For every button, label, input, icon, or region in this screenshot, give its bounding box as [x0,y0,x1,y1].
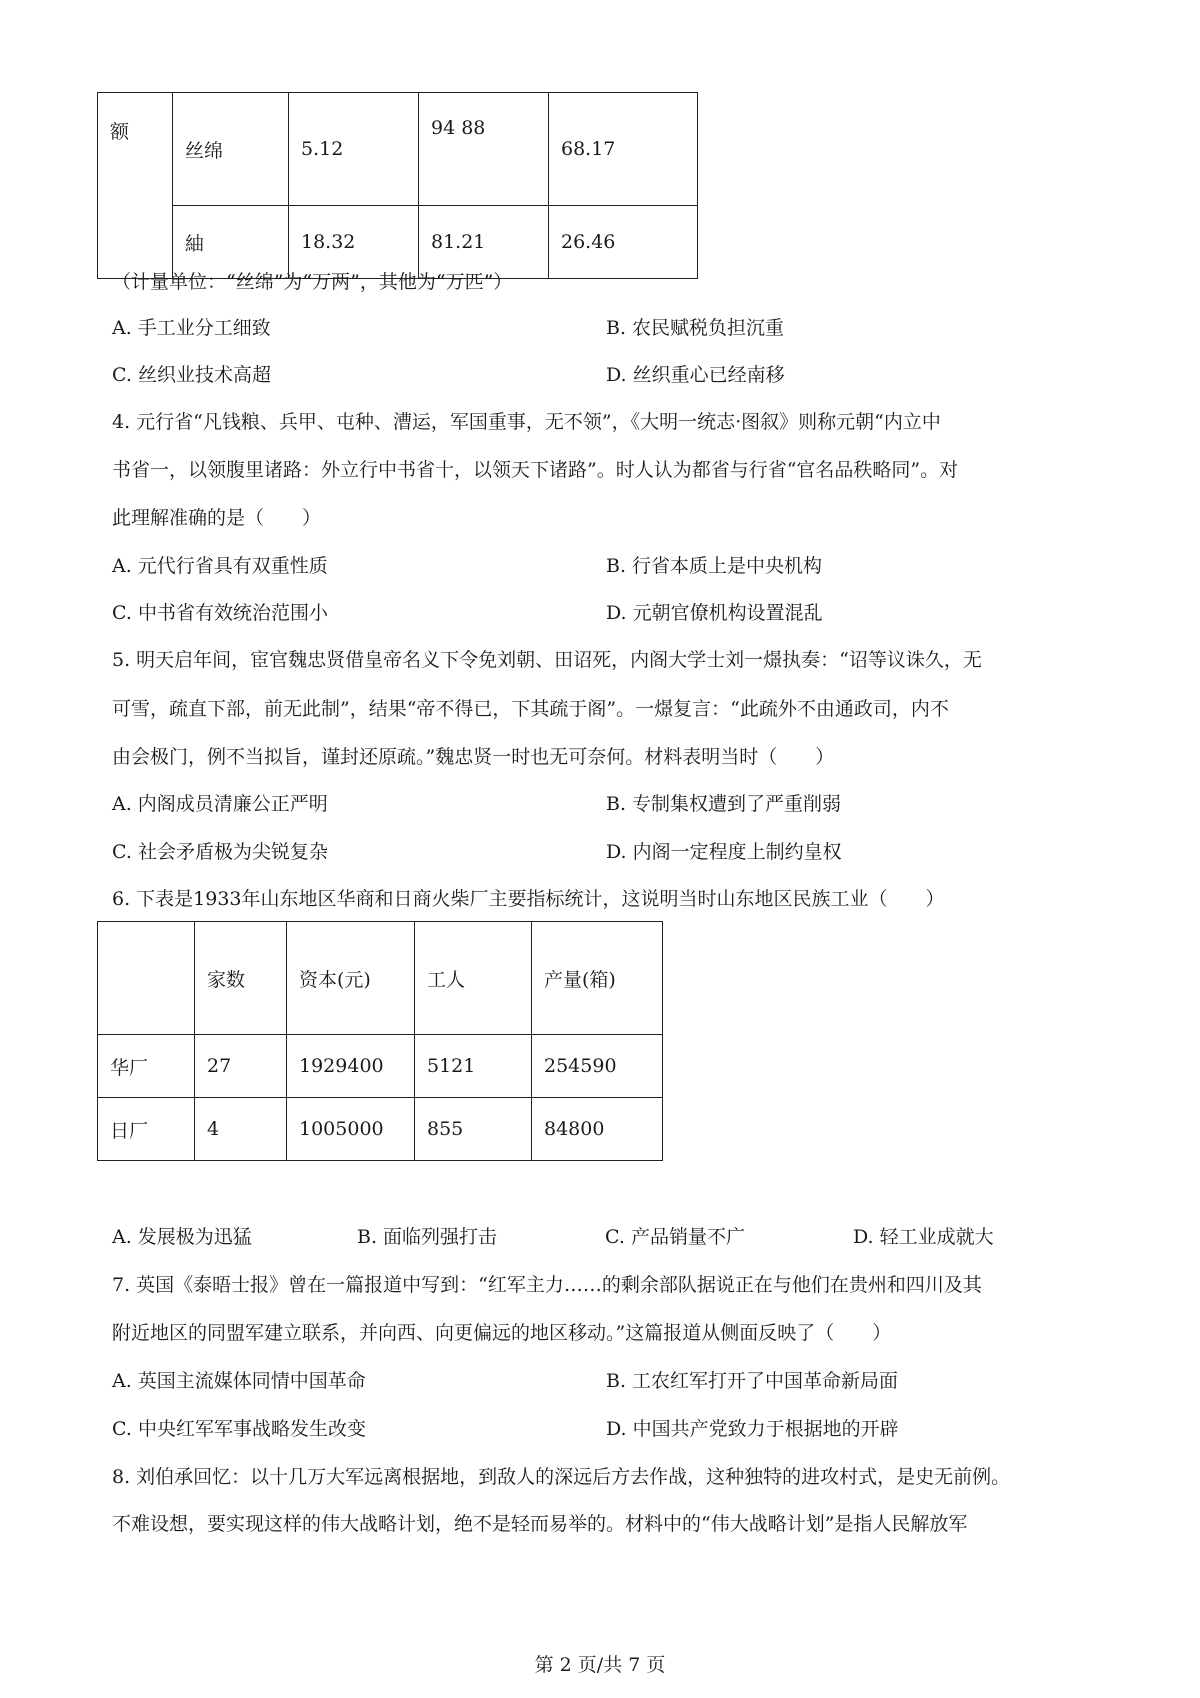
q5-option-c: C. 社会矛盾极为尖锐复杂 [112,841,328,863]
table-cell: 5121 [415,1035,532,1098]
q6-option-a: A. 发展极为迅猛 [112,1226,252,1248]
q6-option-d: D. 轻工业成就大 [853,1226,994,1248]
q7-option-b: B. 工农红军打开了中国革命新局面 [606,1370,899,1392]
q5-option-d: D. 内阁一定程度上制约皇权 [606,841,842,863]
table-cell: 254590 [532,1035,663,1098]
table-cell: 68.17 [549,93,698,206]
table-row [98,206,698,279]
q7-stem-line-2: 附近地区的同盟军建立联系，并向西、向更偏远的地区移动。”这篇报道从侧面反映了（ ） [112,1322,892,1344]
q5-stem-line-2: 可雪，疏直下部，前无此制”，结果“帝不得已，下其疏于阁”。一燝复言：“此疏外不由通政司，内不 [112,698,949,720]
q4-option-c: C. 中书省有效统治范围小 [112,602,328,624]
row-group-label: 额 [98,93,173,279]
q4-option-a: A. 元代行省具有双重性质 [112,555,328,577]
q3-option-d: D. 丝织重心已经南移 [606,364,785,386]
table-row [98,93,698,206]
match-factory-table [97,921,663,1161]
q4-stem-line-2: 书省一，以领腹里诸路：外立行中书省十，以领天下诸路”。时人认为都省与行省“官名品秩略同”。对 [112,459,959,481]
q5-option-b: B. 专制集权遭到了严重削弱 [606,793,842,815]
page-footer: 第 2 页/共 7 页 [534,1654,666,1676]
table-cell: 1929400 [287,1035,415,1098]
q5-stem-line-3: 由会极门，例不当拟旨，谨封还原疏。”魏忠贤一时也无可奈何。材料表明当时（ ） [112,746,835,768]
q6-option-b: B. 面临列强打击 [357,1226,498,1248]
table-cell: 1005000 [287,1098,415,1161]
table-cell: 26.46 [549,206,698,279]
table-cell: 5.12 [289,93,419,206]
q7-option-a: A. 英国主流媒体同情中国革命 [112,1370,366,1392]
q4-option-b: B. 行省本质上是中央机构 [606,555,823,577]
table-cell: 日厂 [98,1098,195,1161]
table-row [98,1035,663,1098]
table-cell: 4 [195,1098,287,1161]
q3-option-b: B. 农民赋税负担沉重 [606,317,785,339]
table-cell: 紬 [173,206,289,279]
q8-stem-line-2: 不难设想，要实现这样的伟大战略计划，绝不是轻而易举的。材料中的“伟大战略计划”是指人民解放军 [112,1513,968,1535]
table-cell: 855 [415,1098,532,1161]
q4-stem-line-1: 4. 元行省“凡钱粮、兵甲、屯种、漕运，军国重事，无不领”，《大明一统志·图叙》则称元朝“内立中 [112,411,941,433]
table-cell: 丝绵 [173,93,289,206]
q7-option-d: D. 中国共产党致力于根据地的开辟 [606,1418,899,1440]
table-cell: 81.21 [419,206,549,279]
table-header-cell [98,922,195,1035]
table-cell: 27 [195,1035,287,1098]
silk-table [97,92,698,279]
table-row [98,1098,663,1161]
table-cell: 84800 [532,1098,663,1161]
q3-option-a: A. 手工业分工细致 [112,317,271,339]
q6-option-c: C. 产品销量不广 [605,1226,745,1248]
unit-note: （计量单位：“丝绵”为“万两”，其他为“万匹”） [112,271,513,293]
table-cell: 18.32 [289,206,419,279]
q5-stem-line-1: 5. 明天启年间，宦官魏忠贤借皇帝名义下令免刘朝、田诏死，内阁大学士刘一燝执奏：“诏等议诛久，无 [112,649,982,671]
q5-option-a: A. 内阁成员清廉公正严明 [112,793,328,815]
q8-stem-line-1: 8. 刘伯承回忆：以十几万大军远离根据地，到敌人的深远后方去作战，这种独特的进攻村式，是史无前例。 [112,1466,1011,1488]
q6-stem: 6. 下表是1933年山东地区华商和日商火柴厂主要指标统计，这说明当时山东地区民族工业（ ） [112,888,945,910]
q7-stem-line-1: 7. 英国《泰晤士报》曾在一篇报道中写到：“红军主力……的剩余部队据说正在与他们在贵州和四川及其 [112,1274,982,1296]
table-cell: 华厂 [98,1035,195,1098]
q4-option-d: D. 元朝官僚机构设置混乱 [606,602,823,624]
table-header-cell: 资本(元) [287,922,415,1035]
q4-stem-line-3: 此理解准确的是（ ） [112,507,322,529]
table-header-cell: 工人 [415,922,532,1035]
table-header-row [98,922,663,1035]
q3-option-c: C. 丝织业技术高超 [112,364,271,386]
table-header-cell: 家数 [195,922,287,1035]
table-header-cell: 产量(箱) [532,922,663,1035]
q7-option-c: C. 中央红军军事战略发生改变 [112,1418,366,1440]
table-cell: 94 88 [419,93,549,206]
